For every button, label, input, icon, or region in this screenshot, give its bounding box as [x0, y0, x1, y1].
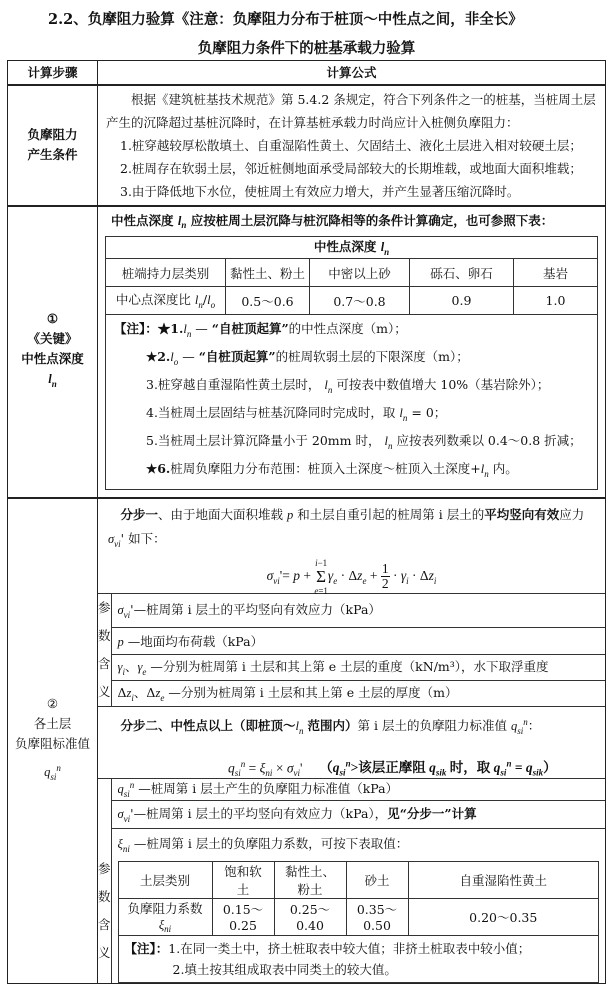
header-step: 计算步骤 [8, 61, 98, 85]
formula-qsi: $q_{si}^n = \xi_{ni} \times \sigma_{vi}'$ （$q_{si}^n>$该层正摩阻 $q_{sik}$ 时，取 $q_{si}^n = q_{sik}$） [228, 758, 557, 778]
section-heading: 2.2、负摩阻力验算《注意：负摩阻力分布于桩顶～中性点之间，非全长》 [48, 11, 523, 28]
row3-content [98, 498, 606, 984]
xi-table: 土层类别 饱和软土 黏性土、粉土 砂土 自重湿陷性黄土 负摩阻力系数 $\xi_{ni}$ 0.15～0.25 0.25～0.40 0.35～0.50 0.20～0.35 [118, 861, 600, 937]
params2-label: 参 数 含 义 [98, 779, 111, 984]
params2-table: 参 数 含 义 $q_{si}^n$ —桩周第 i 层土产生的负摩阻力标准值（kPa） $\sigma_{vi}'—$桩周第 i 层土的平均竖向有效应力（kPa），见“分步一”计算 $\xi_{ni}$ —桩周第 i 层土的负摩阻力系数，可按下表取值： 土层类别 饱和软土 黏性土、粉土 砂土 自重湿陷性黄土 负摩阻力系数 $\xi_{ni}$ 0.15～0.25 0.25～0.40 0.35～0.50 0.20～0.35 【注】：1.在同一类土中，挤土桩取表中较大值；非挤土桩取表中较小值； 2.填土按其组成取表中同类土的较大值。 [98, 778, 605, 983]
params-label: 参 数 含 义 [98, 594, 111, 707]
condition-3: 3.由于降低地下水位，使桩周土有效应力增大，并产生显著压缩沉降时。 [120, 183, 520, 199]
params1-table: 参 数 含 义 $\sigma_{vi}'—$桩周第 i 层土的平均竖向有效应力（kPa） p —地面均布荷载（kPa） $\gamma_i$、$\gamma_e$ —分别为桩周第 i 土层和其上第 e 土层的重度（kN/m³），水下取浮重度 $\Delta z_i$、$\Delta z_e$ —分别为桩周第 i 土层和其上第 e 土层的厚度（m） [98, 593, 605, 706]
row3-label: ② 各土层 负摩阻标准值 $q_{si}^n$ [8, 498, 98, 984]
header-formula: 计算公式 [98, 61, 606, 85]
step1: 分步一、由于地面大面积堆载 p 和土层自重引起的桩周第 i 层土的平均竖向有效应力 $\sigma_{vi}'$ 如下： $\sigma_{vi}'= p$ + i−1 Σ e=1 $\gamma_e \cdot \Delta z_e$ + $\frac{1}{2}$ · $\gamma_i \cdot \Delta z_i$ [98, 499, 605, 593]
condition-1: 1.桩穿越较厚松散填土、自重湿陷性黄土、欠固结土、液化土层进入相对较硬土层； [120, 137, 582, 153]
row2-notes: 【注】：$★1.l_n$ — “自桩顶起算”的中性点深度（m）； $★2.l_o$ — “自桩顶起算”的桩周软弱土层的下限深度（m）； 3.桩穿越自重湿陷性黄土层时， $l_n$ 可按表中数值增大 10%（基岩除外）； 4.当桩周土层固结与桩基沉降同时完成时，取 $l_n = 0$； 5.当桩周土层计算沉降量小于 20mm 时， $l_n$ 应按表列数乘以 0.4～0.8 折减； ★6.桩周负摩阻力分布范围：桩顶入土深度～桩顶入土深度$+l_n$ 内。 [105, 315, 598, 490]
table-title: 负摩阻力条件下的桩基承载力验算 [197, 40, 416, 57]
xi-notes: 【注】：1.在同一类土中，挤土桩取表中较大值；非挤土桩取表中较小值； 2.填土按其组成取表中同类土的较大值。 [118, 936, 600, 983]
step2: 分步二、中性点以上（即桩顶$\sim l_n$ 范围内）第 i 层土的负摩阻力标准值 $q_{si}^n$： $q_{si}^n = \xi_{ni} \times \sigma_{vi}'$ （$q_{si}^n>$该层正摩阻 $q_{sik}$ 时，取 $q_{si}^n = q_{sik}$） [98, 706, 605, 778]
row2-intro: 中性点深度 $l_n$ 应按桩周土层沉降与桩沉降相等的条件计算确定，也可参照下表： [111, 212, 554, 230]
row1-label: 负摩阻力 产生条件 [8, 85, 98, 206]
condition-2: 2.桩周存在软弱土层，邻近桩侧地面承受局部较大的长期堆载，或地面大面积堆载； [120, 160, 582, 176]
row2-content [98, 206, 606, 499]
formula-sigma: $\sigma_{vi}'= p$ + i−1 Σ e=1 $\gamma_e \cdot \Delta z_e$ + $\frac{1}{2}$ · $\gamma_i \cdot \Delta z_i$ [266, 557, 437, 596]
calculation-table [7, 60, 606, 984]
row1-content [98, 85, 606, 206]
row1-intro: 根据《建筑桩基技术规范》第 5.4.2 条规定，符合下列条件之一的桩基，当桩周土层产生的沉降超过基桩沉降时，在计算基桩承载力时尚应计入桩侧负摩阻力： [106, 91, 596, 130]
neutral-depth-table: 中性点深度 $l_n$ 桩端持力层类别 黏性土、粉土 中密以上砂 砾石、卵石 基岩 中心点深度比 $l_n/l_o$ 0.5～0.6 0.7～0.8 0.9 1.0 [105, 236, 598, 315]
row2-label: ① 《关键》 中性点深度 $l_n$ [8, 206, 98, 499]
